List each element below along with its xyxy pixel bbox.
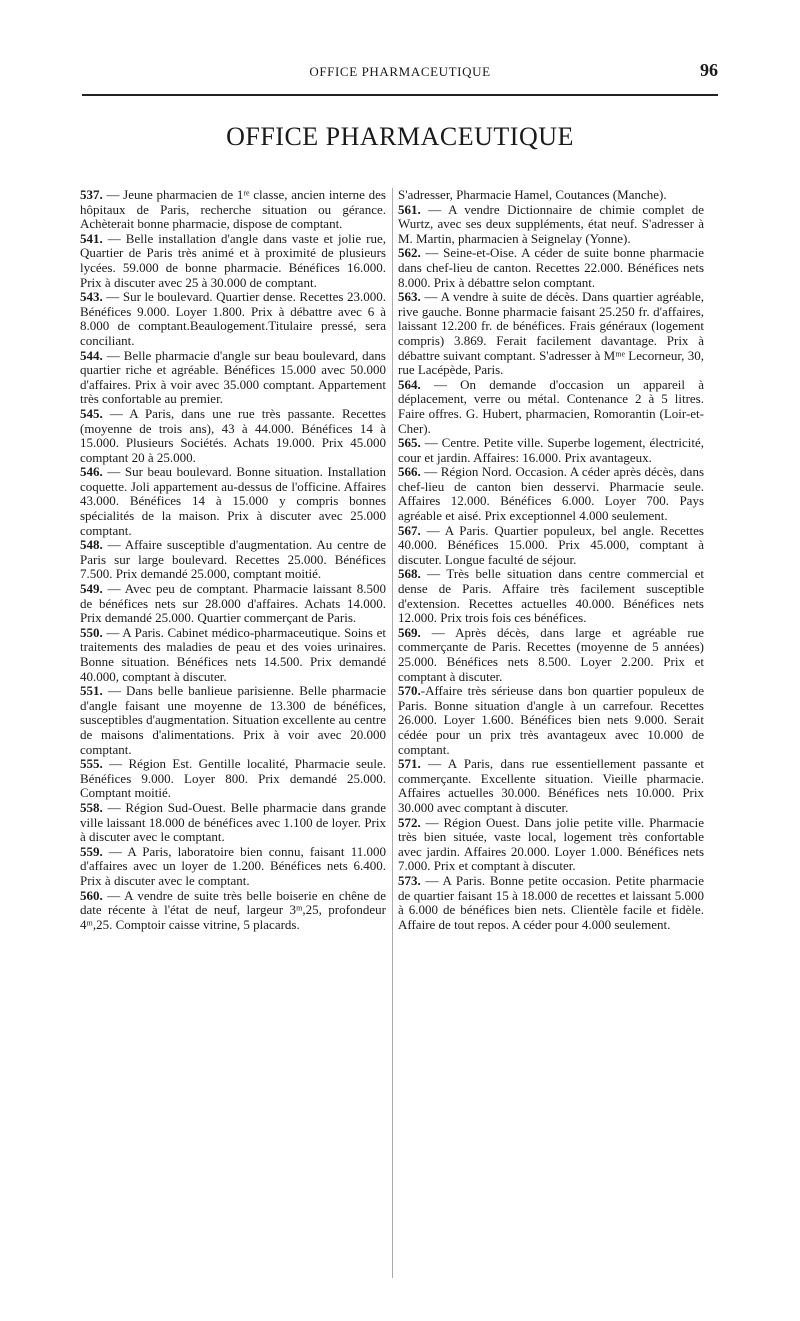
- listing-number: 548.: [80, 537, 103, 553]
- listing-number: 566.: [398, 464, 421, 480]
- listing-text: — Sur beau boulevard. Bonne situation. Installation coquette. Joli appartement au-dessus de l'officine. Affaires 43.000. Bénéfices 14 à 15.000 y compris bonnes spécialités de la maison. Prix à discuter avec 25.000 comptant.: [80, 464, 386, 538]
- listing-entry: [398, 757, 704, 815]
- classified-columns: [80, 188, 720, 1278]
- listing-entry: [398, 524, 704, 568]
- listing-text: — Très belle situation dans centre commercial et dense de Paris. Affaire très facilement susceptible d'extension. Recettes actuelles 40.000. Bénéfices nets 12.000. Prix trois fois ces bénéfices.: [398, 566, 704, 626]
- listing-text: -Affaire très sérieuse dans bon quartier populeux de Paris. Bonne situation d'angle à un carrefour. Recettes 26.000. Loyer 1.600. Bénéfices bien nets 9.000. Serait cédée pour un prix très avantageux avec 10.000 de comptant.: [398, 683, 704, 757]
- listing-text: — A Paris, dans une rue très passante. Recettes (moyenne de trois ans), 43 à 44.000. Bénéfices 14 à 15.000. Plusieurs Sociétés. Achats 19.000. Prix 45.000 comptant 20 à 25.000.: [80, 405, 386, 465]
- listing-number: 544.: [80, 347, 103, 363]
- listing-text: — A vendre à suite de décès. Dans quartier agréable, rive gauche. Bonne pharmacie faisant 25.250 fr. d'affaires, laissant 12.200 fr. de bénéfices. Frais généraux (logement compris) 3.869. Ferait facilement davantage. Prix à débattre suivant comptant. S'adresser à Mᵐᵉ Lecorneur, 30, rue Lacépède, Paris.: [398, 289, 704, 378]
- listing-entry: [80, 290, 386, 348]
- listing-text: — A Paris. Bonne petite occasion. Petite pharmacie de quartier faisant 15 à 18.000 de recettes et laissant 5.000 à 6.000 de bénéfices bien nets. Clientèle facile et fidèle. Affaire de tout repos. A céder pour 4.000 seulement.: [398, 872, 704, 932]
- running-title: OFFICE PHARMACEUTIQUE: [309, 64, 491, 79]
- listing-number: 550.: [80, 624, 103, 640]
- listing-number: 537.: [80, 187, 103, 202]
- page-title: OFFICE PHARMACEUTIQUE: [226, 122, 574, 151]
- listing-entry: [80, 582, 386, 626]
- listing-number: 565.: [398, 435, 421, 451]
- listing-entry: [398, 684, 704, 757]
- listing-text: — Centre. Petite ville. Superbe logement, électricité, cour et jardin. Affaires: 16.000. Prix avantageux.: [398, 435, 704, 465]
- listing-number: 568.: [398, 566, 421, 582]
- listing-entry: [80, 889, 386, 933]
- listing-number: 569.: [398, 624, 421, 640]
- listing-text: — Région Est. Gentille localité, Pharmacie seule. Bénéfices 9.000. Loyer 800. Prix demandé 25.000. Comptant moitié.: [80, 756, 386, 801]
- listing-text: — Région Ouest. Dans jolie petite ville. Pharmacie très bien située, vaste local, logement très confortable avec jardin. Affaires 20.000. Loyer 1.000. Bénéfices nets 7.000. Prix et comptant à discuter.: [398, 814, 704, 874]
- listing-entry: [398, 378, 704, 436]
- listing-entry: [398, 567, 704, 625]
- listing-text: — A Paris, laboratoire bien connu, faisant 11.000 d'affaires avec un loyer de 1.200. Bénéfices nets 6.400. Prix à discuter avec le comptant.: [80, 843, 386, 888]
- listing-number: 558.: [80, 799, 103, 815]
- listing-entry: [80, 407, 386, 465]
- listing-entry: [80, 465, 386, 538]
- listing-text: — A Paris. Quartier populeux, bel angle. Recettes 40.000. Bénéfices 15.000. Prix 45.000, comptant à discuter. Longue faculté de séjour.: [398, 522, 704, 567]
- page-number: 96: [700, 60, 718, 80]
- listing-entry: [80, 538, 386, 582]
- listing-text: — Après décès, dans large et agréable rue commerçante de Paris. Recettes (moyenne de 5 années) 25.000. Bénéfices nets 8.500. Loyer 2.200. Prix et comptant à discuter.: [398, 624, 704, 684]
- listing-entry: [80, 232, 386, 290]
- listing-entry: [398, 465, 704, 523]
- column-divider: [392, 188, 393, 1278]
- header-rule: [82, 94, 718, 96]
- listing-entry: [80, 757, 386, 801]
- listing-text: — Belle pharmacie d'angle sur beau boulevard, dans quartier riche et agréable. Bénéfices 15.000 avec 50.000 d'affaires. Prix à voir avec 35.000 comptant. Appartement très confortable au premier.: [80, 347, 386, 407]
- listing-text: — Seine-et-Oise. A céder de suite bonne pharmacie dans chef-lieu de canton. Recettes 22.000. Bénéfices nets 8.000. Prix à débattre selon comptant.: [398, 245, 704, 290]
- listing-number: 573.: [398, 872, 421, 888]
- listing-number: 555.: [80, 756, 103, 772]
- listing-entry: [80, 845, 386, 889]
- listing-number: 551.: [80, 683, 103, 699]
- listing-number: 546.: [80, 464, 103, 480]
- listing-entry: [80, 188, 386, 232]
- listing-text: — Jeune pharmacien de 1ʳᵉ classe, ancien interne des hôpitaux de Paris, recherche situation ou gérance. Achèterait bonne pharmacie, dispose de comptant.: [80, 187, 386, 232]
- listing-number: 549.: [80, 581, 103, 597]
- listing-entry: [80, 626, 386, 684]
- listing-number: 560.: [80, 887, 103, 903]
- listing-number: 559.: [80, 843, 103, 859]
- listing-number: 567.: [398, 522, 421, 538]
- listing-text: — Sur le boulevard. Quartier dense. Recettes 23.000. Bénéfices 9.000. Loyer 1.800. Prix à débattre avec 6 à 8.000 de comptant.Beaulogement.Titulaire pressé, sera conciliant.: [80, 289, 386, 348]
- listing-text: — Dans belle banlieue parisienne. Belle pharmacie d'angle faisant une moyenne de 13.300 de bénéfices, susceptibles d'augmentation. Situation excellente au centre de maisons d'alimentations. Prix à voir avec 20.000 comptant.: [80, 683, 386, 757]
- right-column: [398, 188, 704, 932]
- listing-number: 572.: [398, 814, 421, 830]
- listing-text: — Affaire susceptible d'augmentation. Au centre de Paris sur large boulevard. Recettes 25.000. Bénéfices 7.500. Prix demandé 25.000, comptant moitié.: [80, 537, 386, 582]
- listing-entry: [398, 874, 704, 932]
- listing-entry: [398, 203, 704, 247]
- listing-entry: [398, 626, 704, 684]
- listing-number: 545.: [80, 405, 103, 421]
- listing-entry: [398, 290, 704, 378]
- listing-text: S'adresser, Pharmacie Hamel, Coutances (Manche).: [398, 187, 667, 202]
- listing-number: 541.: [80, 230, 103, 246]
- listing-entry: [80, 684, 386, 757]
- listing-entry: [80, 801, 386, 845]
- running-head: [82, 60, 718, 84]
- listing-entry: [398, 246, 704, 290]
- listing-text: — Avec peu de comptant. Pharmacie laissant 8.500 de bénéfices nets sur 28.000 d'affaires. Achats 14.000. Prix demandé 25.000. Quartier commerçant de Paris.: [80, 581, 386, 626]
- listing-entry: [398, 436, 704, 465]
- listing-text: — Région Sud-Ouest. Belle pharmacie dans grande ville laissant 18.000 de bénéfices avec 1.100 de loyer. Prix à discuter avec le comptant.: [80, 799, 386, 845]
- listing-text: — A vendre Dictionnaire de chimie complet de Wurtz, avec ses deux suppléments, état neuf. S'adresser à M. Martin, pharmacien à Seignelay (Yonne).: [398, 201, 704, 246]
- listing-number: 564.: [398, 376, 421, 392]
- listing-number: 561.: [398, 201, 421, 217]
- listing-entry: [80, 349, 386, 407]
- listing-entry: [398, 816, 704, 874]
- listing-text: — On demande d'occasion un appareil à déplacement, verre ou métal. Contenance 2 à 5 litres. Faire offres. G. Hubert, pharmacien, Romorantin (Loir-et-Cher).: [398, 376, 704, 436]
- listing-number: 543.: [80, 289, 103, 305]
- listing-number: 562.: [398, 245, 421, 261]
- left-column: [80, 188, 386, 932]
- listing-number: 570.: [398, 683, 421, 699]
- listing-text: — A Paris. Cabinet médico-pharmaceutique. Soins et traitements des maladies de peau et des voies urinaires. Bonne situation. Bénéfices nets 14.500. Prix demandé 40.000, comptant à discuter.: [80, 624, 386, 684]
- listing-number: 571.: [398, 756, 421, 772]
- listing-text: — A Paris, dans rue essentiellement passante et commerçante. Excellente situation. Vieille pharmacie. Affaires actuelles 30.000. Bénéfices nets 10.000. Prix 30.000 avec comptant à discuter.: [398, 756, 704, 815]
- listing-entry: [398, 188, 704, 203]
- listing-number: 563.: [398, 289, 421, 305]
- listing-text: — A vendre de suite très belle boiserie en chêne de date récente à l'état de neuf, largeur 3ᵐ,25, profondeur 4ᵐ,25. Comptoir caisse vitrine, 5 placards.: [80, 887, 386, 932]
- listing-text: — Belle installation d'angle dans vaste et jolie rue, Quartier de Paris très animé et à proximité de plusieurs lycées. 59.000 de bonne pharmacie. Bénéfices 16.000. Prix à discuter avec 25 à 30.000 de comptant.: [80, 230, 386, 290]
- listing-text: — Région Nord. Occasion. A céder après décès, dans chef-lieu de canton bien desservi. Pharmacie seule. Affaires 12.000. Bénéfices 6.000. Loyer 700. Pays agréable et aisé. Prix exceptionnel 4.000 seulement.: [398, 464, 704, 524]
